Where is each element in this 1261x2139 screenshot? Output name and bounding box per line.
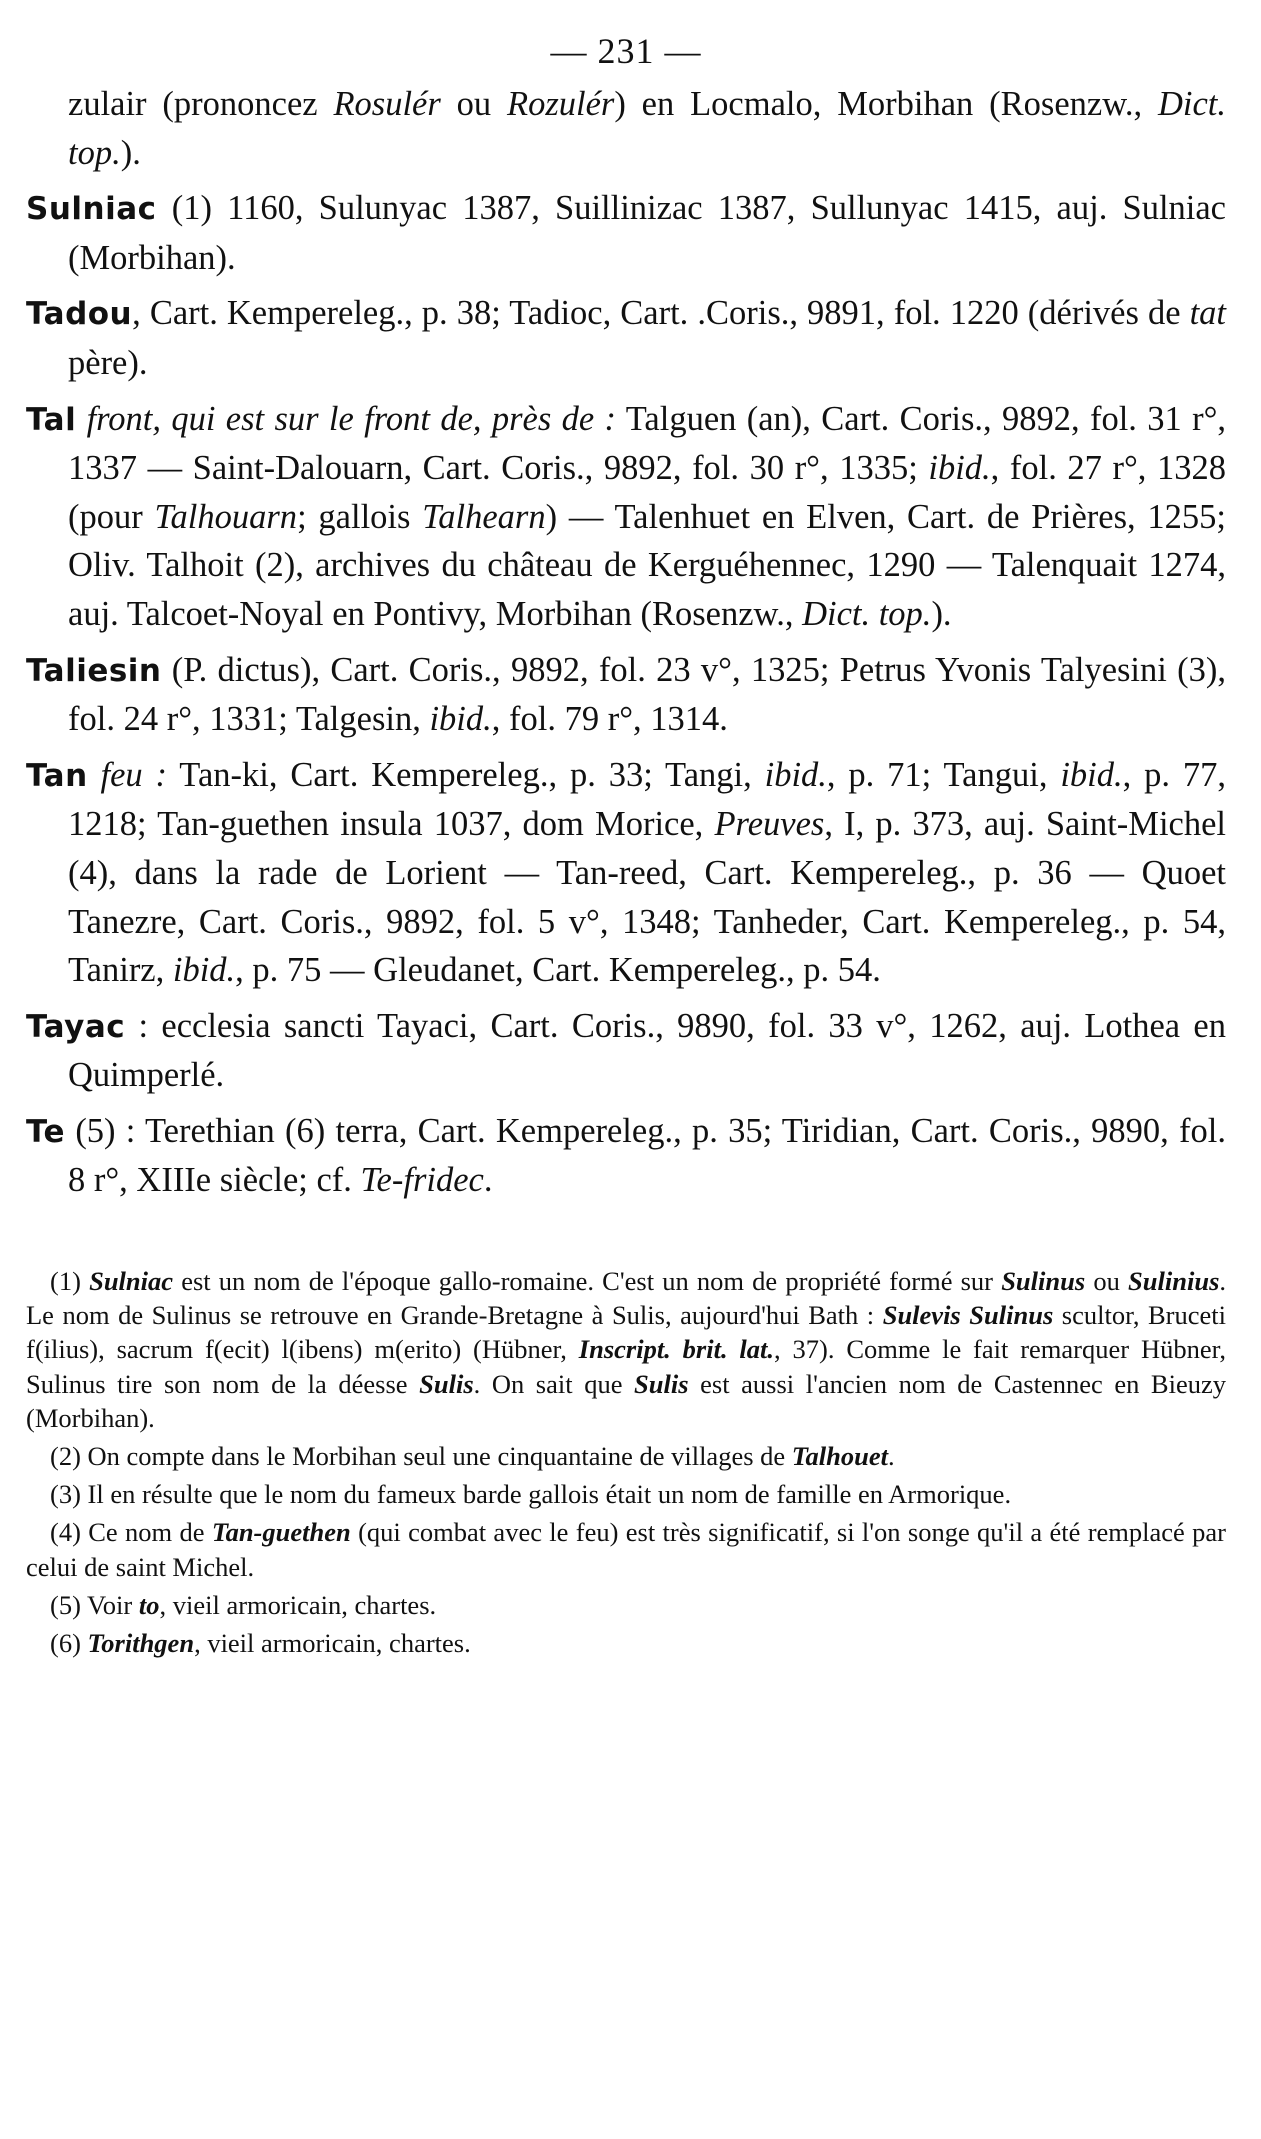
- entry-tadou: [26, 289, 1226, 387]
- text-run: père).: [68, 343, 148, 382]
- italic-text: ibid.: [764, 755, 827, 794]
- text-run: , p. 71; Tangui,: [826, 755, 1061, 794]
- italic-text: ibid.: [1060, 755, 1123, 794]
- text-run: . Le nom de Sulinus se retrouve en Grande-Bretagne à Sulis, aujourd'hui Bath :: [26, 1266, 1227, 1331]
- text-run: .: [483, 1161, 493, 1200]
- headword: Tayac: [26, 1008, 126, 1045]
- text-run: scultor, Bruceti f(ilius), sacrum f(ecit) l(ibens) m(erito) (Hübner,: [26, 1300, 1227, 1365]
- entry-tan: [26, 751, 1226, 995]
- text-run: : ecclesia sancti Tayaci, Cart. Coris., 9890, fol. 33 v°, 1262, auj. Lothea en Quimperlé.: [68, 1006, 1226, 1095]
- italic-text: Sulis: [419, 1368, 474, 1399]
- text-run: (3) Il en résulte que le nom du fameux barde gallois était un nom de famille en Armorique.: [50, 1479, 1012, 1510]
- italic-text: Rosulér: [333, 85, 441, 123]
- text-run: (P. dictus), Cart. Coris., 9892, fol. 23 v°, 1325; Petrus Yvonis Talyesini (3), fol. 24 r°, 1331; Talgesin,: [68, 650, 1226, 739]
- italic-text: ibid.: [928, 449, 991, 488]
- italic-text: Tan-guethen: [211, 1517, 351, 1548]
- footnote-4: [26, 1515, 1226, 1583]
- text-run: , I, p. 373, auj. Saint-Michel (4), dans la rade de Lorient — Tan-reed, Cart. Kempereleg., p. 36 — Quoet Tanezre, Cart. Coris., 9892, fol. 5 v°, 1348; Tanheder, Cart. Kempereleg., p. 54, Tanirz,: [68, 805, 1226, 990]
- text-run: (1): [50, 1266, 90, 1297]
- text-run: ).: [120, 133, 141, 172]
- italic-text: Rozulér: [507, 85, 615, 123]
- text-run: (4) Ce nom de: [50, 1517, 212, 1548]
- text-run: , fol. 79 r°, 1314.: [491, 700, 728, 739]
- document-page: [26, 28, 1226, 1664]
- italic-text: Talhouet: [791, 1441, 888, 1472]
- headword: Taliesin: [26, 652, 162, 689]
- italic-text: Dict. top.: [68, 85, 1227, 172]
- text-run: ) — Talenhuet en Elven, Cart. de Prières, 1255; Oliv. Talhoit (2), archives du château de Kerguéhennec, 1290 — Talenquait 1274, auj. Talcoet-Noyal en Pontivy, Morbihan (Rosenzw.,: [68, 497, 1226, 633]
- entry-taliesin: [26, 646, 1226, 744]
- text-run: , p. 75 — Gleudanet, Cart. Kempereleg., p. 54.: [235, 951, 881, 990]
- italic-text: ibid.: [172, 951, 236, 990]
- headword: Sulniac: [26, 191, 157, 228]
- text-run: ou: [1085, 1266, 1129, 1297]
- text-run: , Cart. Kempereleg., p. 38; Tadioc, Cart. .Coris., 9891, fol. 1220 (dérivés de: [132, 294, 1190, 333]
- footnote-2: [26, 1439, 1226, 1473]
- headword: Tan: [26, 757, 88, 794]
- footnote-1: [26, 1264, 1226, 1435]
- text-run: zulair (prononcez: [68, 85, 334, 123]
- italic-text: front, qui est sur le front de, près de :: [86, 399, 617, 438]
- entry-sulniac: [26, 184, 1226, 282]
- text-run: Tan-ki, Cart. Kempereleg., p. 33; Tangi,: [167, 755, 765, 794]
- italic-text: Sulis: [634, 1368, 689, 1399]
- italic-text: Sulniac: [89, 1266, 174, 1297]
- italic-text: Te-fridec: [360, 1161, 484, 1200]
- italic-text: Sulinius: [1128, 1266, 1220, 1297]
- entry-te: [26, 1107, 1226, 1205]
- italic-text: Talhearn: [422, 497, 546, 536]
- page-number: — 231 —: [550, 31, 702, 71]
- text-run: (6): [50, 1628, 88, 1659]
- text-run: est aussi l'ancien nom de Castennec en Bieuzy (Morbihan).: [26, 1368, 1226, 1433]
- headword: Tal: [26, 401, 77, 438]
- text-run: ) en Locmalo, Morbihan (Rosenzw.,: [614, 85, 1158, 123]
- footnote-3: [26, 1477, 1226, 1511]
- entry-zulair: [26, 80, 1226, 177]
- text-run: Talguen (an), Cart. Coris., 9892, fol. 31 r°, 1337 — Saint-Dalouarn, Cart. Coris., 9892, fol. 30 r°, 1335;: [68, 399, 1227, 488]
- text-run: , vieil armoricain, chartes.: [159, 1589, 437, 1620]
- text-run: est un nom de l'époque gallo-romaine. C'est un nom de propriété formé sur: [173, 1266, 1002, 1297]
- text-run: (5) : Terethian (6) terra, Cart. Kempereleg., p. 35; Tiridian, Cart. Coris., 9890, fol. 8 r°, XIIIe siècle; cf.: [65, 1111, 1226, 1200]
- text-run: [88, 756, 101, 794]
- entry-tal: [26, 395, 1226, 639]
- italic-text: Torithgen: [87, 1628, 195, 1659]
- italic-text: Dict. top.: [802, 594, 932, 633]
- italic-text: feu :: [100, 755, 168, 794]
- footnote-separator: [26, 1212, 1226, 1264]
- italic-text: tat: [1189, 294, 1226, 333]
- text-run: [76, 400, 86, 438]
- text-run: . On sait que: [473, 1368, 635, 1399]
- footnote-5: [26, 1588, 1226, 1622]
- text-run: , 37). Comme le fait remarquer Hübner, Sulinus tire son nom de la déesse: [26, 1334, 1226, 1399]
- italic-text: Sulinus: [1001, 1266, 1086, 1297]
- footnote-6: [26, 1626, 1226, 1660]
- italic-text: to: [138, 1589, 160, 1620]
- text-run: (qui combat avec le feu) est très significatif, si l'on songe qu'il a été remplacé par celui de saint Michel.: [26, 1517, 1226, 1582]
- text-run: (1) 1160, Sulunyac 1387, Suillinizac 1387, Sullunyac 1415, auj. Sulniac (Morbihan).: [68, 189, 1226, 277]
- italic-text: Sulevis Sulinus: [882, 1300, 1054, 1331]
- text-run: ).: [931, 594, 952, 633]
- text-run: .: [888, 1441, 895, 1472]
- text-run: , p. 77, 1218; Tan-guethen insula 1037, dom Morice,: [68, 755, 1227, 844]
- main-text: [26, 80, 1226, 1205]
- headword: Te: [26, 1113, 66, 1150]
- italic-text: Talhouarn: [154, 497, 298, 536]
- text-run: , fol. 27 r°, 1328 (pour: [68, 449, 1226, 536]
- entry-tayac: [26, 1002, 1226, 1100]
- italic-text: ibid.: [429, 700, 492, 739]
- text-run: , vieil armoricain, chartes.: [194, 1628, 471, 1659]
- text-run: (5) Voir: [50, 1589, 139, 1620]
- italic-text: Preuves: [714, 805, 825, 844]
- text-run: (2) On compte dans le Morbihan seul une cinquantaine de villages de: [50, 1441, 792, 1472]
- footnotes: [26, 1264, 1226, 1660]
- italic-text: Inscript. brit. lat.: [578, 1334, 775, 1365]
- text-run: ; gallois: [297, 497, 423, 536]
- headword: Tadou: [26, 296, 133, 333]
- text-run: ou: [440, 85, 507, 123]
